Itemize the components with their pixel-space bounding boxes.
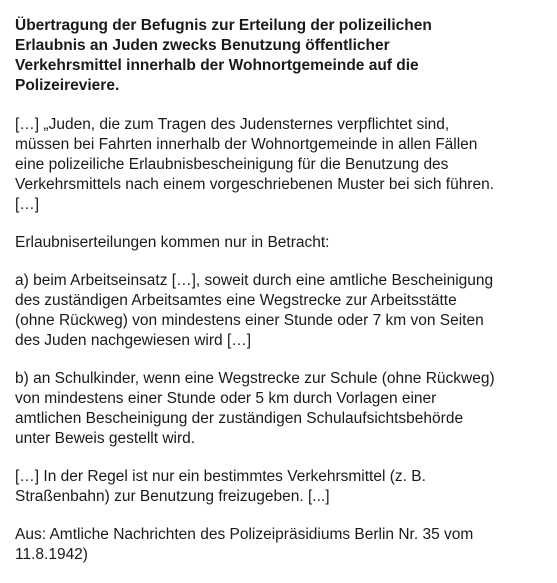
rule-paragraph: […] In der Regel ist nur ein bestimmtes Verkehrsmittel (z. B. Straßenbahn) zur Benutzung freizugeben. [...] xyxy=(15,468,426,505)
source-citation: Aus: Amtliche Nachrichten des Polizeipräsidiums Berlin Nr. 35 vom 11.8.1942) xyxy=(15,526,474,563)
conditions-intro: Erlaubniserteilungen kommen nur in Betracht: xyxy=(15,234,330,251)
document-body xyxy=(15,16,545,583)
quote-paragraph: […] „Juden, die zum Tragen des Judensternes verpflichtet sind, müssen bei Fahrten innerhalb der Wohnortgemeinde in allen Fällen eine polizeiliche Erlaubnisbescheinigung für die Benutzung des Verkehrsmittels nach einem vorgeschriebenen Muster bei sich führen. […] xyxy=(15,116,495,213)
condition-a-paragraph: a) beim Arbeitseinsatz […], soweit durch eine amtliche Bescheinigung des zuständigen Arbeitsamtes eine Wegstrecke zur Arbeitsstätte (ohne Rückweg) von mindestens einer Stunde oder 7 km von Seiten des Juden nachgewiesen wird […] xyxy=(15,272,494,349)
condition-b-paragraph: b) an Schulkinder, wenn eine Wegstrecke zur Schule (ohne Rückweg) von mindestens einer Stunde oder 5 km durch Vorlagen einer amtlichen Bescheinigung der zuständigen Schulaufsichtsbehörde unter Beweis gestellt wird. xyxy=(15,370,495,447)
document-title: Übertragung der Befugnis zur Erteilung der polizeilichen Erlaubnis an Juden zwecks Benutzung öffentlicher Verkehrsmittel innerhalb der Wohnortgemeinde auf die Polizeireviere. xyxy=(15,17,432,94)
